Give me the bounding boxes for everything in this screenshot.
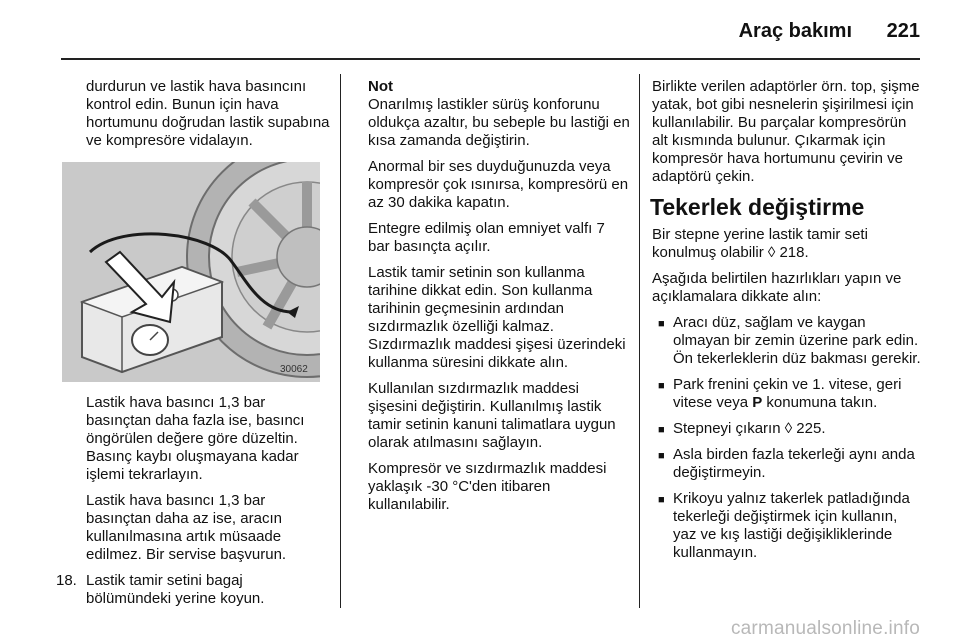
list-item: ■ Park frenini çekin ve 1. vitese, geri vitese veya P konumuna takın. — [658, 376, 902, 411]
noise-paragraph: Anormal bir ses duyduğunuzda veya kompresör çok ısınırsa, kompresörü en az 30 dakika kapatın. — [368, 158, 629, 211]
step-text: Lastik tamir setini bagaj bölümündeki yerine koyun. — [86, 572, 265, 607]
page-number: 221 — [886, 20, 920, 42]
header-rule — [61, 58, 920, 60]
list-item: ■ Aracı düz, sağlam ve kaygan olmayan bir zemin üzerine park edin. Ön tekerleklerin düz bakması gerekir. — [658, 314, 921, 367]
compressor-illustration — [62, 162, 320, 382]
column-divider-2 — [639, 74, 640, 608]
column-1 — [56, 78, 330, 616]
bullet-icon: ■ — [658, 424, 665, 436]
temperature-paragraph: Kompresör ve sızdırmazlık maddesi yaklaşık -30 °C'den itibaren kullanılabilir. — [368, 460, 607, 513]
column-3 — [652, 78, 922, 570]
step-number: 18. — [56, 572, 77, 589]
adapter-paragraph: Birlikte verilen adaptörler örn. top, şişme yatak, bot gibi nesnelerin şişirilmesi için kullanılabilir. Bu parçalar kompresörün alt kısmında bulunur. Çıkarmak için kompresör hava hortumunu çevirin ve adaptörü çekin. — [652, 78, 920, 185]
bullet-icon: ■ — [658, 494, 665, 506]
page-header — [0, 0, 960, 60]
page-title: Araç bakımı — [738, 20, 852, 42]
list-item: ■ Asla birden fazla tekerleği aynı anda değiştirmeyin. — [658, 446, 915, 481]
compressor-tyre-image — [62, 162, 320, 382]
watermark: carmanualsonline.info — [730, 618, 920, 639]
preparation-list — [652, 314, 922, 562]
pressure-paragraph-1: Lastik hava basıncı 1,3 bar basınçtan daha fazla ise, basıncı öngörülen değere göre düzeltin. Basınç kaybı oluşmayana kadar işlemi tekrarlayın. — [86, 394, 305, 483]
column-divider-1 — [340, 74, 341, 608]
spare-paragraph: Bir stepne yerine lastik tamir seti konulmuş olabilir ◊ 218. — [652, 226, 868, 261]
note-title: Not — [368, 78, 393, 95]
step-18 — [56, 572, 330, 608]
expiry-paragraph: Lastik tamir setinin son kullanma tarihine dikkat edin. Son kullanma tarihinin geçmesinin ardından sızdırmazlık özelliği kalmaz. Sızdırmazlık maddesi şişesi üzerindeki kullanma süresini dikkate alın. — [368, 264, 626, 371]
replace-paragraph: Kullanılan sızdırmazlık maddesi şişesini değiştirin. Kullanılmış lastik tamir setinin kanuni talimatlara uygun olarak atılmasını sağlayın. — [368, 380, 616, 451]
figure-code: 30062 — [280, 364, 308, 375]
bullet-icon: ■ — [658, 318, 665, 330]
gear-position-p: P — [752, 394, 763, 411]
pressure-paragraph-2: Lastik hava basıncı 1,3 bar basınçtan daha az ise, aracın kullanılmasına artık müsaade edilmez. Bir servise başvurun. — [86, 492, 287, 563]
intro-paragraph: durdurun ve lastik hava basıncını kontrol edin. Bunun için hava hortumunu doğrudan lastik supabına ve kompresöre vidalayın. — [86, 78, 330, 149]
preparation-paragraph: Aşağıda belirtilen hazırlıkları yapın ve açıklamalara dikkate alın: — [652, 270, 902, 305]
bullet-icon: ■ — [658, 450, 665, 462]
column-2 — [368, 78, 630, 522]
bullet-icon: ■ — [658, 380, 665, 392]
note-text: Onarılmış lastikler sürüş konforunu oldukça azaltır, bu sebeple bu lastiği en kısa zamanda değiştirin. — [368, 96, 630, 149]
valve-paragraph: Entegre edilmiş olan emniyet valfı 7 bar basınçta açılır. — [368, 220, 605, 255]
list-item: ■ Stepneyi çıkarın ◊ 225. — [658, 420, 826, 437]
list-item: ■ Krikoyu yalnız takerlek patladığında tekerleği değiştirmek için kullanın, yaz ve kış lastiği değişikliklerinde kullanmayın. — [658, 490, 910, 561]
section-heading: Tekerlek değiştirme — [650, 194, 865, 220]
